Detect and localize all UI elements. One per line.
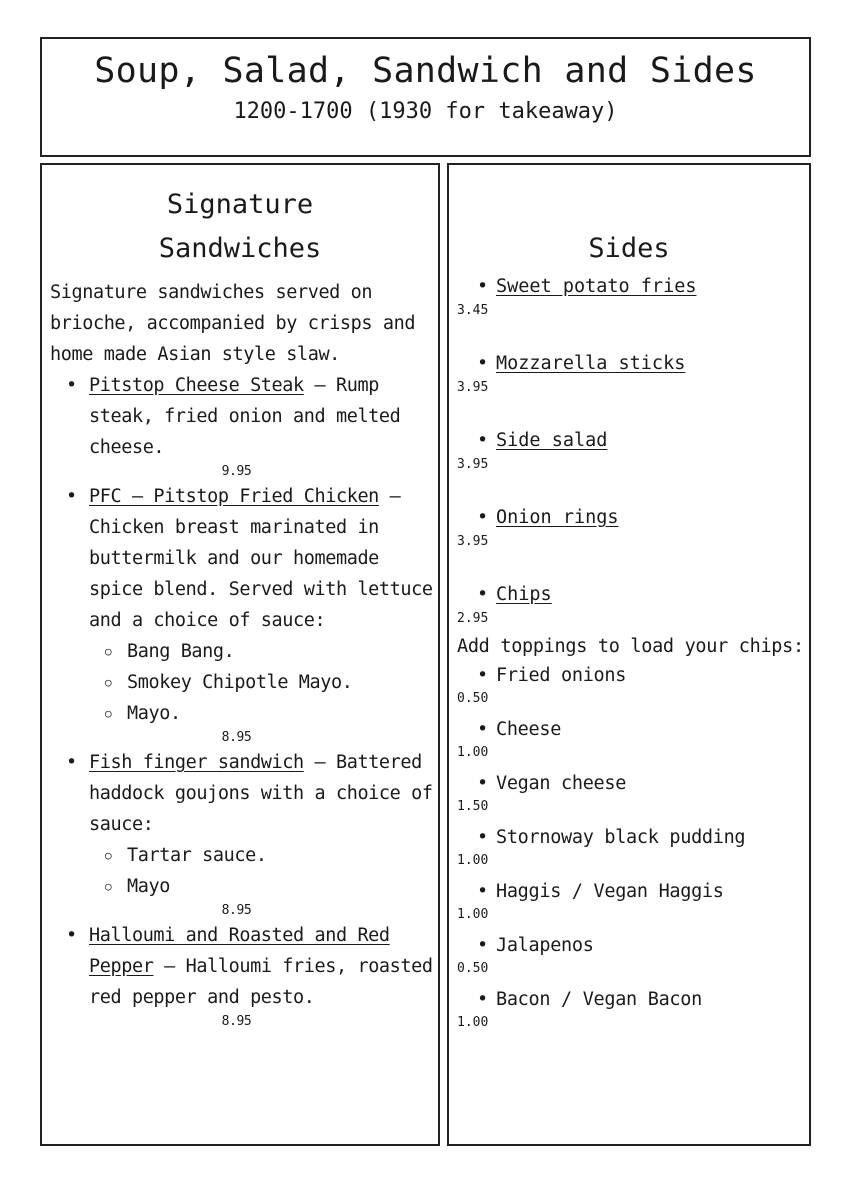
topping-price: 1.50 [457, 799, 489, 814]
sauce-option: ○ Bang Bang. [89, 636, 434, 667]
sandwiches-heading-line1: Signature [166, 189, 314, 220]
menu-header [40, 37, 811, 157]
topping-name: • Jalapenos [449, 932, 809, 960]
sandwich-description: – Rump steak, fried onion and melted cheese. [89, 375, 401, 458]
side-name: Onion rings [496, 507, 619, 528]
side-price: 3.95 [457, 457, 489, 472]
sandwich-description: – Halloumi fries, roasted red pepper and pesto. [89, 956, 433, 1008]
toppings-list [449, 662, 809, 1032]
side-name: Side salad [496, 430, 608, 451]
side-name: Chips [496, 584, 552, 605]
sandwiches-panel [40, 163, 440, 1146]
side-item [449, 348, 809, 397]
side-price: 2.95 [457, 611, 489, 626]
topping-item [449, 662, 809, 708]
sandwiches-heading [42, 183, 438, 271]
menu-title: Soup, Salad, Sandwich and Sides [94, 51, 757, 91]
topping-item [449, 878, 809, 924]
sauce-option: ○ Smokey Chipotle Mayo. [89, 667, 434, 698]
topping-price: 0.50 [457, 691, 489, 706]
sandwich-price: 8.95 [221, 730, 252, 745]
topping-price: 1.00 [457, 907, 489, 922]
topping-name: • Vegan cheese [449, 770, 809, 798]
side-item [449, 271, 809, 320]
side-row [449, 579, 809, 610]
sandwich-name: Fish finger sandwich [89, 752, 304, 773]
topping-item [449, 986, 809, 1032]
sandwich-item [42, 747, 438, 920]
side-price: 3.95 [457, 534, 489, 549]
topping-name: • Haggis / Vegan Haggis [449, 878, 809, 906]
side-price: 3.95 [457, 380, 489, 395]
side-item [449, 425, 809, 474]
side-item [449, 579, 809, 628]
sauce-option: ○ Mayo. [89, 698, 434, 729]
side-item [449, 502, 809, 551]
side-price: 3.45 [457, 303, 489, 318]
sandwich-name: Pitstop Cheese Steak [89, 375, 304, 396]
sandwich-description: – Chicken breast marinated in buttermilk and our homemade spice blend. Served with lettuce and a choice of sauce: [89, 486, 433, 631]
side-row [449, 502, 809, 533]
topping-price: 1.00 [457, 1015, 489, 1030]
sides-list [449, 271, 809, 628]
sandwich-name: Halloumi and Roasted and Red Pepper [89, 925, 390, 977]
sandwich-item [42, 481, 438, 747]
topping-name: • Fried onions [449, 662, 809, 690]
topping-item [449, 932, 809, 978]
topping-item [449, 770, 809, 816]
service-hours: 1200-1700 (1930 for takeaway) [233, 99, 618, 124]
sides-heading: Sides [588, 233, 670, 264]
sauce-options [89, 840, 434, 902]
side-row [449, 271, 809, 302]
sauce-option: ○ Tartar sauce. [89, 840, 434, 871]
topping-item [449, 716, 809, 762]
topping-name: • Bacon / Vegan Bacon [449, 986, 809, 1014]
sandwich-price: 8.95 [221, 903, 252, 918]
sides-panel [447, 163, 811, 1146]
sandwich-item [42, 370, 438, 481]
sandwich-description: – Battered haddock goujons with a choice of sauce: [89, 752, 433, 835]
toppings-intro: Add toppings to load your chips: [457, 636, 804, 657]
sandwich-price: 8.95 [221, 1014, 252, 1029]
topping-item [449, 824, 809, 870]
side-name: Sweet potato fries [496, 276, 697, 297]
topping-name: • Cheese [449, 716, 809, 744]
sandwiches-heading-line2: Sandwiches [158, 233, 322, 264]
topping-price: 1.00 [457, 853, 489, 868]
side-name: Mozzarella sticks [496, 353, 686, 374]
sandwich-name: PFC – Pitstop Fried Chicken [89, 486, 379, 507]
side-row [449, 425, 809, 456]
sandwiches-intro: Signature sandwiches served on brioche, accompanied by crisps and home made Asian style slaw. [50, 282, 416, 365]
sandwich-item [42, 920, 438, 1031]
sauce-option: ○ Mayo [89, 871, 434, 902]
sauce-options [89, 636, 434, 729]
sandwich-price: 9.95 [221, 464, 252, 479]
sandwich-list [42, 370, 438, 1031]
topping-name: • Stornoway black pudding [449, 824, 809, 852]
side-row [449, 348, 809, 379]
topping-price: 0.50 [457, 961, 489, 976]
topping-price: 1.00 [457, 745, 489, 760]
